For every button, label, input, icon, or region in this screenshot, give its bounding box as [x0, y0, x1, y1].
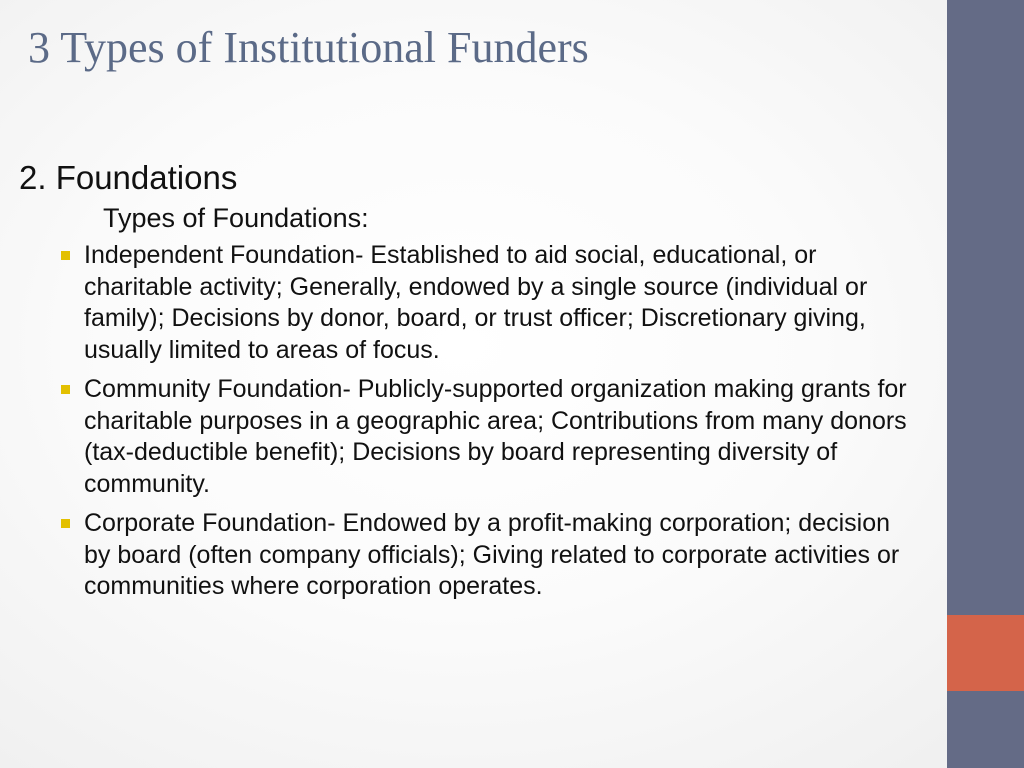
bullet-item-corporate-foundation — [19, 508, 914, 603]
square-bullet-icon — [61, 519, 70, 528]
square-bullet-icon — [61, 251, 70, 260]
sub-heading: Types of Foundations: — [103, 203, 369, 233]
square-bullet-icon — [61, 385, 70, 394]
slide-content — [19, 156, 929, 611]
section-heading: 2. Foundations — [19, 159, 238, 196]
side-decor-accent — [947, 615, 1024, 691]
bullet-text: Corporate Foundation- Endowed by a profit-making corporation; decision by board (often company officials); Giving related to corporate activities or communities where corporation operates. — [84, 509, 900, 600]
bullet-list — [19, 240, 929, 603]
bullet-text: Independent Foundation- Established to aid social, educational, or charitable activity; Generally, endowed by a single source (individual or family); Decisions by donor, board, or trust officer; Discretionary giving, usually limited to areas of focus. — [84, 241, 868, 364]
bullet-text: Community Foundation- Publicly-supported organization making grants for charitable purposes in a geographic area; Contributions from many donors (tax-deductible benefit); Decisions by board representing diversity of community. — [84, 375, 907, 498]
slide-title: 3 Types of Institutional Funders — [28, 23, 589, 72]
bullet-item-community-foundation — [19, 374, 914, 500]
bullet-item-independent-foundation — [19, 240, 914, 366]
